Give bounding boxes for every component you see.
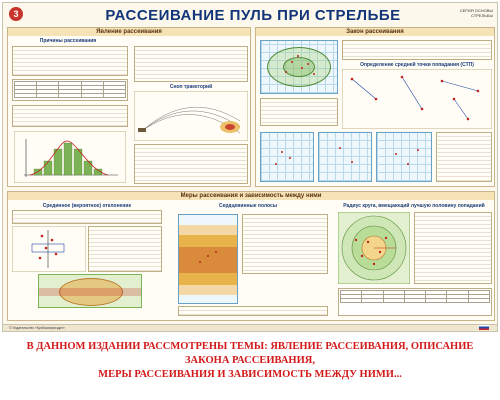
text-block-3 [134, 46, 248, 82]
mpi-subtitle: Определение средней точки попадания (СТП) [360, 62, 474, 68]
core-strips-subtitle: Сердцевинные полосы [218, 203, 278, 209]
caption-line-1: В ДАННОМ ИЗДАНИИ РАССМОТРЕНЫ ТЕМЫ: ЯВЛЕНИЕ РАССЕИВАНИЯ, ОПИСАНИЕ ЗАКОНА РАССЕИВАНИЯ, [26, 341, 474, 366]
core-strip-band [179, 285, 237, 295]
causes-subtitle: Причины рассеивания [39, 38, 97, 44]
hit-point [313, 73, 315, 75]
hit-point [351, 161, 353, 163]
core-strip-band [179, 235, 237, 247]
footer-note: © Издательство «Кузбассвузиздат» [9, 326, 65, 330]
poster [2, 2, 498, 332]
hit-point [339, 147, 341, 149]
law-header: Закон рассеивания [256, 28, 494, 36]
radius-table [338, 288, 492, 316]
text-block-4 [134, 144, 248, 184]
hit-point [291, 61, 293, 63]
median-deviation-scale [12, 226, 86, 272]
text-block-2 [12, 105, 128, 127]
mpi-diagrams [342, 69, 492, 129]
hit-point [289, 157, 291, 159]
causes-text-block [12, 46, 128, 76]
hit-point [297, 55, 299, 57]
hit-point [301, 67, 303, 69]
data-table [12, 79, 128, 101]
hit-point [207, 255, 209, 257]
median-band [39, 288, 141, 296]
median-ellipse-target [38, 274, 142, 308]
phenomenon-header: Явление рассеивания [8, 28, 250, 36]
radius-circle-diagram [338, 212, 410, 284]
dispersion-target-grid [260, 40, 338, 94]
core-strip-band [179, 273, 237, 285]
core-strips-text-2 [178, 306, 328, 316]
core-strips-text [242, 214, 328, 274]
law-text-block-2 [260, 98, 338, 126]
core-strip-band [179, 247, 237, 273]
radius-circle-subtitle: Радиус круга, вмещающий лучшую половину попаданий [343, 203, 485, 209]
trajectory-sheaf-subtitle: Сноп траекторий [169, 84, 213, 90]
law-text-block-3 [436, 132, 492, 182]
law-text-block [342, 40, 492, 60]
poster-number-badge: 3 [9, 7, 23, 21]
hit-point [215, 251, 217, 253]
mpi-grid-2 [318, 132, 372, 182]
series-label: СЕРИЯ ОСНОВЫ СТРЕЛЬБЫ [459, 8, 493, 18]
median-deviation-subtitle: Срединное (вероятное) отклонение [42, 203, 132, 209]
russian-flag-icon [479, 325, 489, 330]
hit-point [395, 153, 397, 155]
median-text-block [12, 210, 162, 224]
dispersion-curve-diagram [14, 131, 126, 183]
phenomenon-panel [7, 27, 251, 187]
radius-text-block [414, 212, 492, 284]
topics-caption [10, 340, 490, 382]
law-panel [255, 27, 495, 187]
hit-point [281, 151, 283, 153]
hit-point [275, 163, 277, 165]
caption-line-2: МЕРЫ РАССЕИВАНИЯ И ЗАВИСИМОСТЬ МЕЖДУ НИМИ... [98, 369, 402, 380]
core-strips-target [178, 214, 238, 304]
measures-header: Меры рассеивания и зависимость между ними [8, 192, 494, 200]
median-formula-block [88, 226, 162, 272]
poster-footer [3, 324, 497, 331]
hit-point [417, 149, 419, 151]
hit-point [407, 163, 409, 165]
mpi-grid-3 [376, 132, 432, 182]
measures-panel [7, 191, 495, 321]
hit-point [285, 71, 287, 73]
mpi-grid-1 [260, 132, 314, 182]
dispersion-ellipse-inner [283, 57, 315, 77]
hit-point [307, 63, 309, 65]
core-strip-band [179, 225, 237, 235]
trajectory-sheaf-diagram [134, 91, 248, 141]
hit-point [199, 261, 201, 263]
poster-title: РАССЕИВАНИЕ ПУЛЬ ПРИ СТРЕЛЬБЕ [105, 7, 401, 24]
